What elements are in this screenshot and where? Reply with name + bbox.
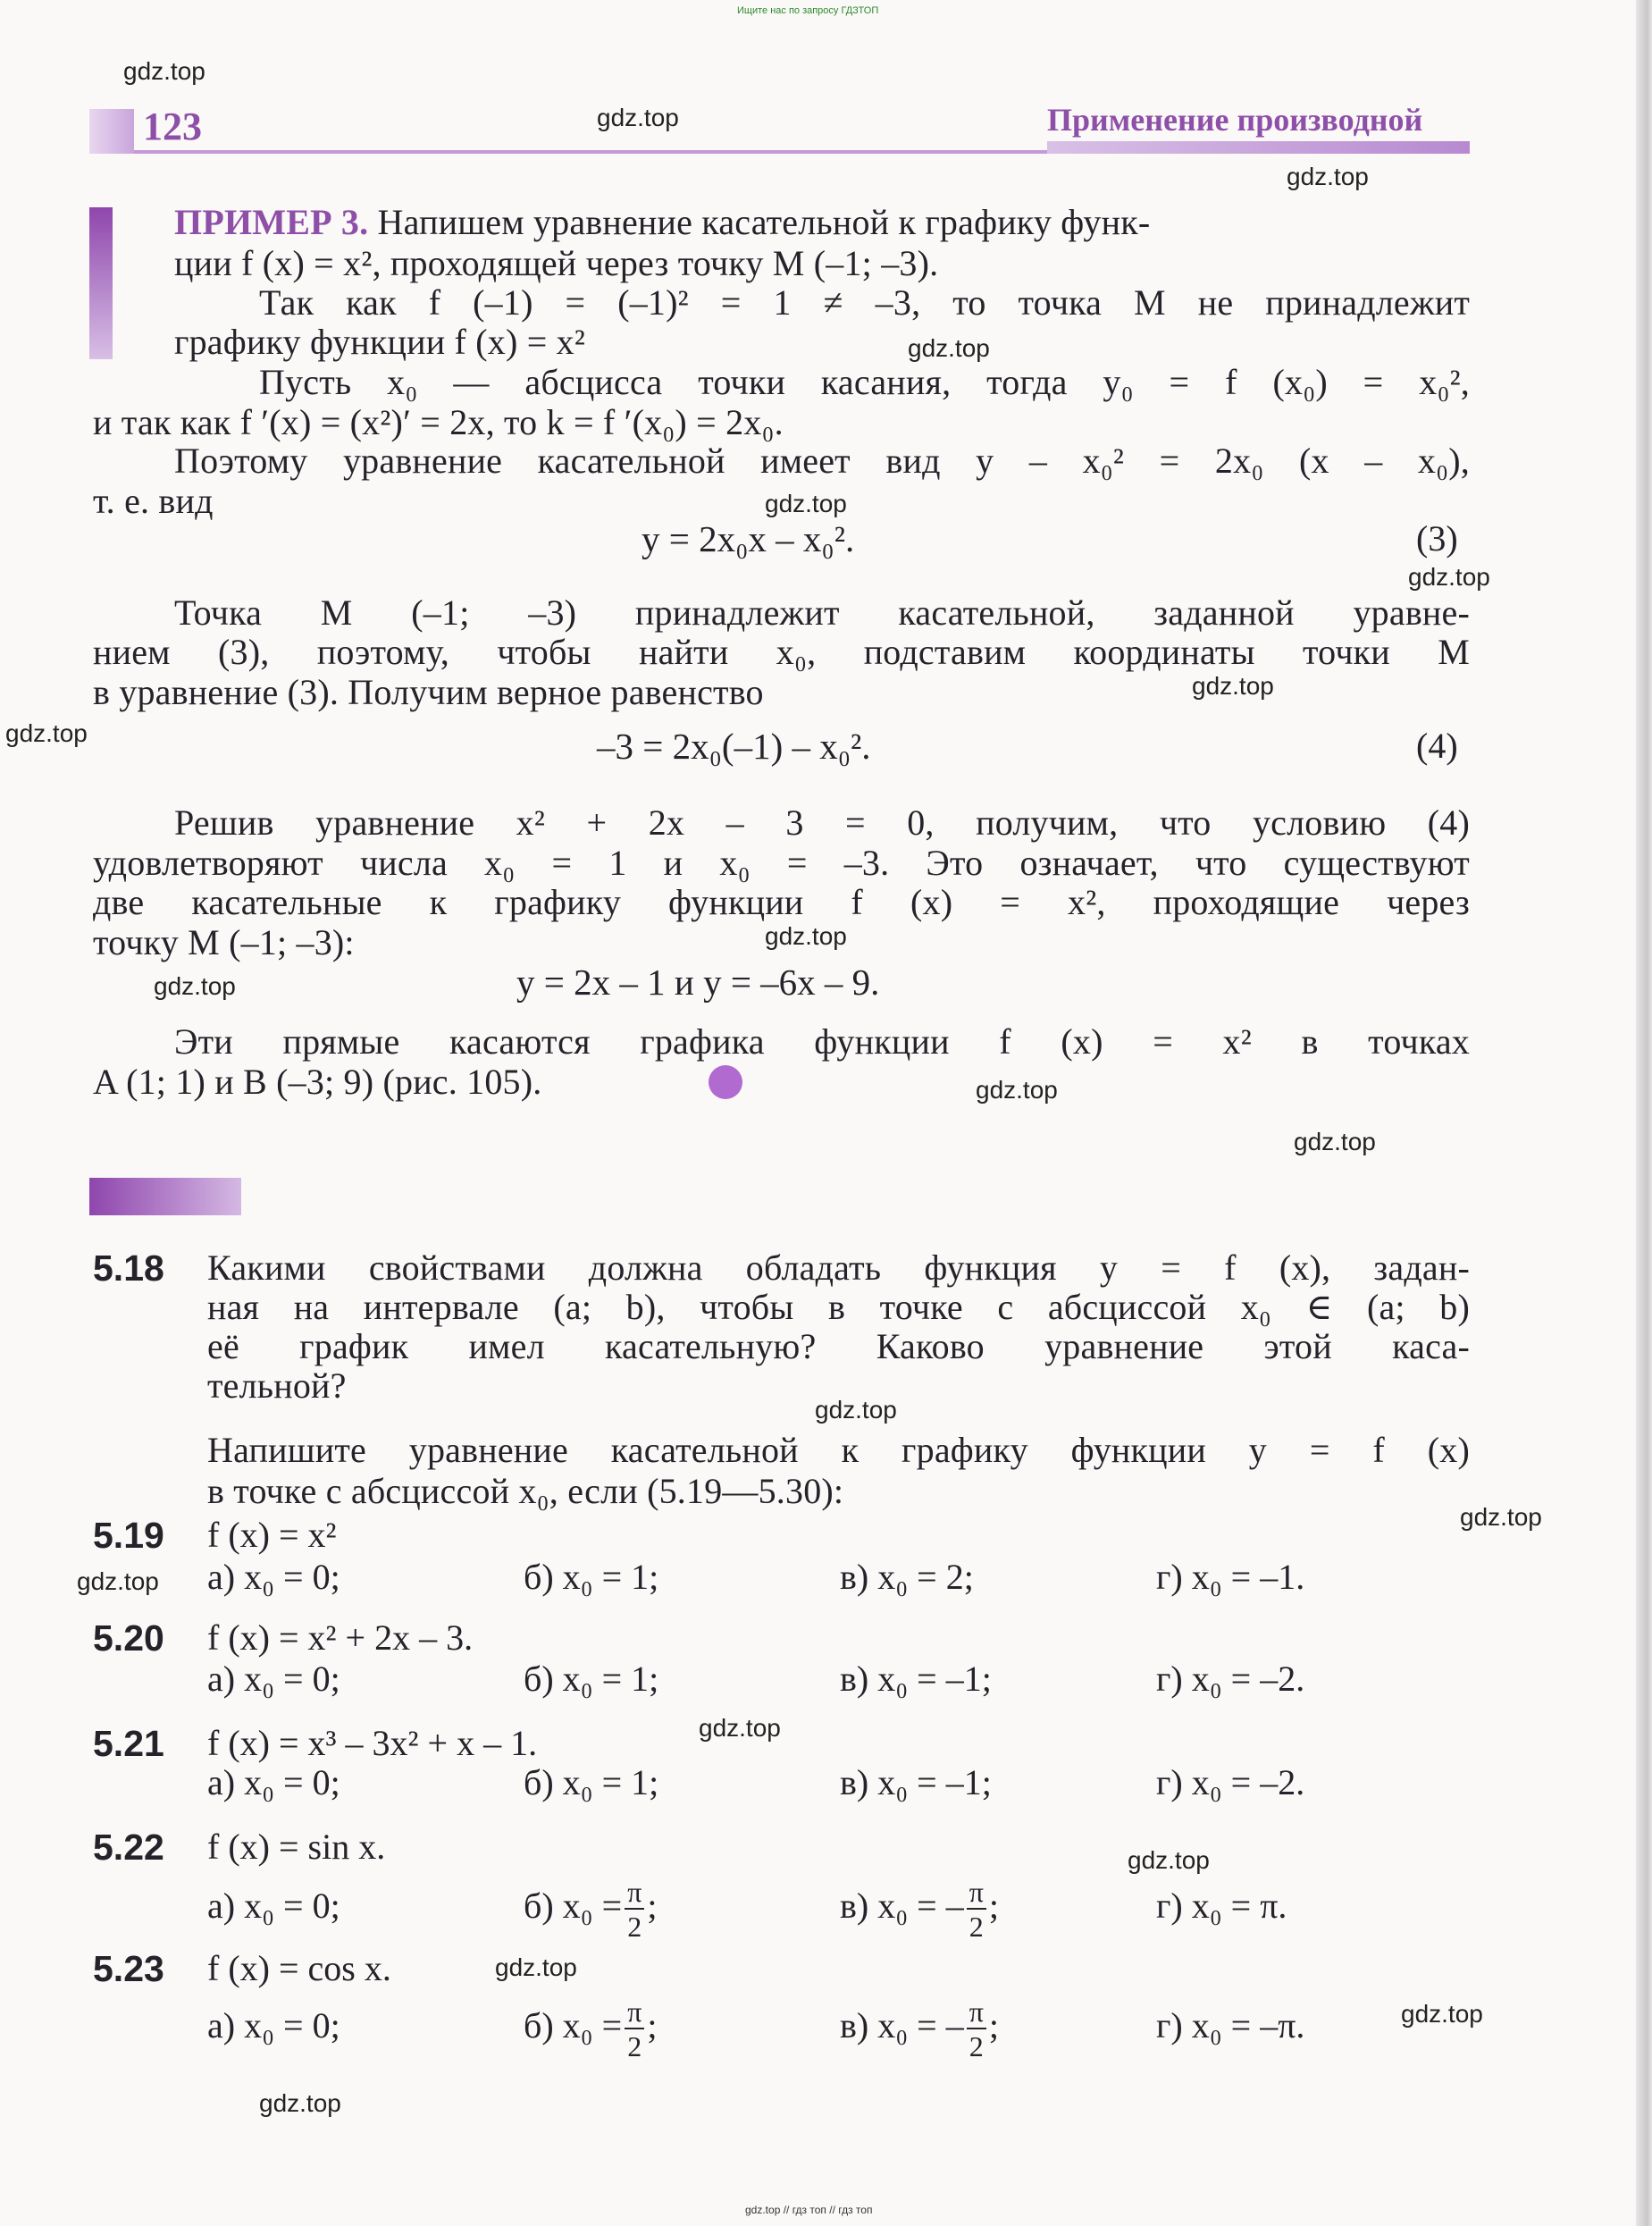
- exercise-5-23-c: [840, 1995, 999, 2061]
- watermark: gdz.top: [815, 1396, 897, 1424]
- exercise-5-22-a: а) x₀ = 0;: [207, 1886, 340, 1926]
- example-line-11: Точка M (–1; –3) принадлежит касательной, заданной уравне-: [174, 592, 1470, 633]
- watermark: gdz.top: [1192, 672, 1274, 700]
- exercise-5-19-a: а) x₀ = 0;: [207, 1557, 340, 1597]
- exercise-5-20-function: f (x) = x² + 2x – 3.: [207, 1617, 474, 1658]
- fraction-pi-over-2: [625, 1997, 644, 2061]
- header-left-bar: [89, 109, 134, 154]
- example-line-18: две касательные к графику функции f (x) = x², проходящие через: [93, 882, 1470, 922]
- watermark: gdz.top: [77, 1567, 159, 1595]
- exercise-5-18-line-3: её график имел касательную? Каково уравнение этой каса-: [207, 1326, 1470, 1366]
- watermark: gdz.top: [495, 1953, 577, 1981]
- exercise-5-22-function: f (x) = sin x.: [207, 1827, 386, 1867]
- watermark: gdz.top: [597, 104, 679, 131]
- watermark: gdz.top: [1408, 563, 1490, 591]
- exercise-5-22-b: [524, 1875, 658, 1944]
- exercise-5-20-b: б) x₀ = 1;: [524, 1659, 659, 1699]
- exercise-5-23-b: [524, 1995, 657, 2061]
- equation-4-tag: (4): [1416, 726, 1458, 766]
- fraction-denominator: 2: [969, 2030, 984, 2063]
- exercise-5-18-line-4: тельной?: [207, 1365, 347, 1406]
- fraction-numerator: π: [625, 1997, 644, 2029]
- exercise-5-19-function: f (x) = x²: [207, 1515, 337, 1555]
- section-title-underline: [1047, 141, 1470, 154]
- fraction-denominator: 2: [627, 2030, 642, 2063]
- example-line-1: [174, 202, 1470, 243]
- example-line-19: точку M (–1; –3):: [93, 922, 355, 962]
- exercise-number-5-23: 5.23: [93, 1948, 164, 1989]
- exercise-5-20-a: а) x₀ = 0;: [207, 1659, 340, 1699]
- watermark: gdz.top: [1294, 1128, 1376, 1155]
- example-side-bar: [89, 207, 113, 359]
- example-line-4: графику функции f (x) = x²: [174, 322, 586, 362]
- exercises-banner: [89, 1178, 241, 1215]
- example-line-21: Эти прямые касаются графика функции f (x) = x² в точках: [174, 1021, 1470, 1062]
- exercise-5-23-c-prefix: в) x₀ = –: [840, 2005, 964, 2045]
- exercise-5-20-c: в) x₀ = –1;: [840, 1659, 992, 1699]
- watermark: gdz.top: [259, 2089, 341, 2117]
- example-label: ПРИМЕР 3.: [174, 202, 369, 242]
- exercise-number-5-20: 5.20: [93, 1617, 164, 1659]
- watermark: gdz.top: [1128, 1846, 1210, 1874]
- watermark: gdz.top: [765, 922, 847, 950]
- example-line-7: Поэтому уравнение касательной имеет вид y – x₀² = 2x₀ (x – x₀),: [174, 441, 1470, 481]
- exercise-5-20-d: г) x₀ = –2.: [1156, 1659, 1305, 1699]
- exercise-5-23-function: f (x) = cos x.: [207, 1948, 391, 1988]
- exercise-5-23-c-suffix: ;: [988, 2005, 999, 2045]
- exercise-5-18-line-1: Какими свойствами должна обладать функция y = f (x), задан-: [207, 1247, 1470, 1288]
- exercise-number-5-18: 5.18: [93, 1247, 164, 1289]
- exercise-5-23-a: а) x₀ = 0;: [207, 2005, 340, 2045]
- exercise-5-22-c: [840, 1875, 999, 1944]
- example-line-2: ции f (x) = x², проходящей через точку M (–1; –3).: [174, 243, 939, 283]
- fraction-numerator: π: [625, 1877, 644, 1910]
- top-note: Ищите нас по запросу ГДЗТОП: [737, 5, 879, 16]
- exercise-5-22-b-suffix: ;: [647, 1886, 658, 1926]
- exercise-5-22-d: г) x₀ = π.: [1156, 1886, 1287, 1926]
- exercise-5-23-b-prefix: б) x₀ =: [524, 2005, 623, 2045]
- exercise-5-22-c-suffix: ;: [988, 1886, 999, 1926]
- example-line-13: в уравнение (3). Получим верное равенство: [93, 672, 764, 712]
- exercise-number-5-22: 5.22: [93, 1827, 164, 1868]
- exercise-5-21-b: б) x₀ = 1;: [524, 1762, 659, 1802]
- example-line-12: нием (3), поэтому, чтобы найти x₀, подставим координаты точки M: [93, 632, 1470, 672]
- footer-note: gdz.top // гдз топ // гдз топ: [745, 2204, 873, 2216]
- example-end-dot: [709, 1065, 742, 1099]
- watermark: gdz.top: [154, 972, 236, 1000]
- watermark: gdz.top: [1460, 1503, 1542, 1531]
- page-spine: [1636, 0, 1652, 2226]
- exercise-intro-line-2: в точке с абсциссой x₀, если (5.19—5.30):: [207, 1471, 844, 1511]
- watermark: gdz.top: [765, 490, 847, 517]
- fraction-pi-over-2: [967, 1876, 986, 1944]
- exercise-5-19-c: в) x₀ = 2;: [840, 1557, 974, 1597]
- page-number: 123: [143, 105, 202, 148]
- example-text: Напишем уравнение касательной к графику функ-: [368, 202, 1151, 242]
- watermark: gdz.top: [1401, 2000, 1483, 2028]
- equation-3-tag: (3): [1416, 518, 1458, 559]
- equation-3: y = 2x₀x – x₀².: [642, 518, 855, 559]
- example-line-6: и так как f ′(x) = (x²)′ = 2x, то k = f ′(x₀) = 2x₀.: [93, 402, 784, 442]
- fraction-pi-over-2: [967, 1997, 986, 2061]
- equation-4: –3 = 2x₀(–1) – x₀².: [597, 726, 871, 767]
- example-line-17: удовлетворяют числа x₀ = 1 и x₀ = –3. Это означает, что существуют: [93, 843, 1470, 883]
- exercise-number-5-19: 5.19: [93, 1515, 164, 1556]
- example-line-22: A (1; 1) и B (–3; 9) (рис. 105).: [93, 1062, 542, 1102]
- watermark: gdz.top: [976, 1076, 1058, 1104]
- watermark: gdz.top: [699, 1714, 781, 1742]
- watermark: gdz.top: [1287, 163, 1369, 190]
- exercise-5-22-c-prefix: в) x₀ = –: [840, 1886, 964, 1926]
- section-title: Применение производной: [1047, 102, 1423, 138]
- exercise-5-21-d: г) x₀ = –2.: [1156, 1762, 1305, 1802]
- example-line-16: Решив уравнение x² + 2x – 3 = 0, получим, что условию (4): [174, 802, 1470, 843]
- exercise-5-21-function: f (x) = x³ – 3x² + x – 1.: [207, 1723, 538, 1763]
- exercise-5-19-d: г) x₀ = –1.: [1156, 1557, 1305, 1597]
- fraction-numerator: π: [967, 1877, 986, 1910]
- fraction-pi-over-2: [625, 1876, 644, 1944]
- exercise-5-21-a: а) x₀ = 0;: [207, 1762, 340, 1802]
- fraction-denominator: 2: [627, 1911, 642, 1944]
- exercise-number-5-21: 5.21: [93, 1723, 164, 1764]
- exercise-5-18-line-2: ная на интервале (a; b), чтобы в точке с абсциссой x₀ ∈ (a; b): [207, 1287, 1470, 1327]
- exercise-intro-line-1: Напишите уравнение касательной к графику функции y = f (x): [207, 1430, 1470, 1470]
- watermark: gdz.top: [908, 334, 990, 362]
- watermark: gdz.top: [123, 57, 205, 85]
- watermark: gdz.top: [5, 719, 88, 747]
- fraction-denominator: 2: [969, 1911, 984, 1944]
- example-line-5: Пусть x₀ — абсцисса точки касания, тогда y₀ = f (x₀) = x₀²,: [259, 362, 1470, 402]
- fraction-numerator: π: [967, 1997, 986, 2029]
- exercise-5-23-b-suffix: ;: [647, 2005, 658, 2045]
- example-line-8: т. е. вид: [93, 481, 214, 521]
- example-line-3: Так как f (–1) = (–1)² = 1 ≠ –3, то точка M не принадлежит: [259, 282, 1470, 323]
- tangent-lines-equation: y = 2x – 1 и y = –6x – 9.: [516, 962, 880, 1003]
- exercise-5-23-d: г) x₀ = –π.: [1156, 2005, 1305, 2045]
- exercise-5-19-b: б) x₀ = 1;: [524, 1557, 659, 1597]
- exercise-5-22-b-prefix: б) x₀ =: [524, 1886, 623, 1926]
- exercise-5-21-c: в) x₀ = –1;: [840, 1762, 992, 1802]
